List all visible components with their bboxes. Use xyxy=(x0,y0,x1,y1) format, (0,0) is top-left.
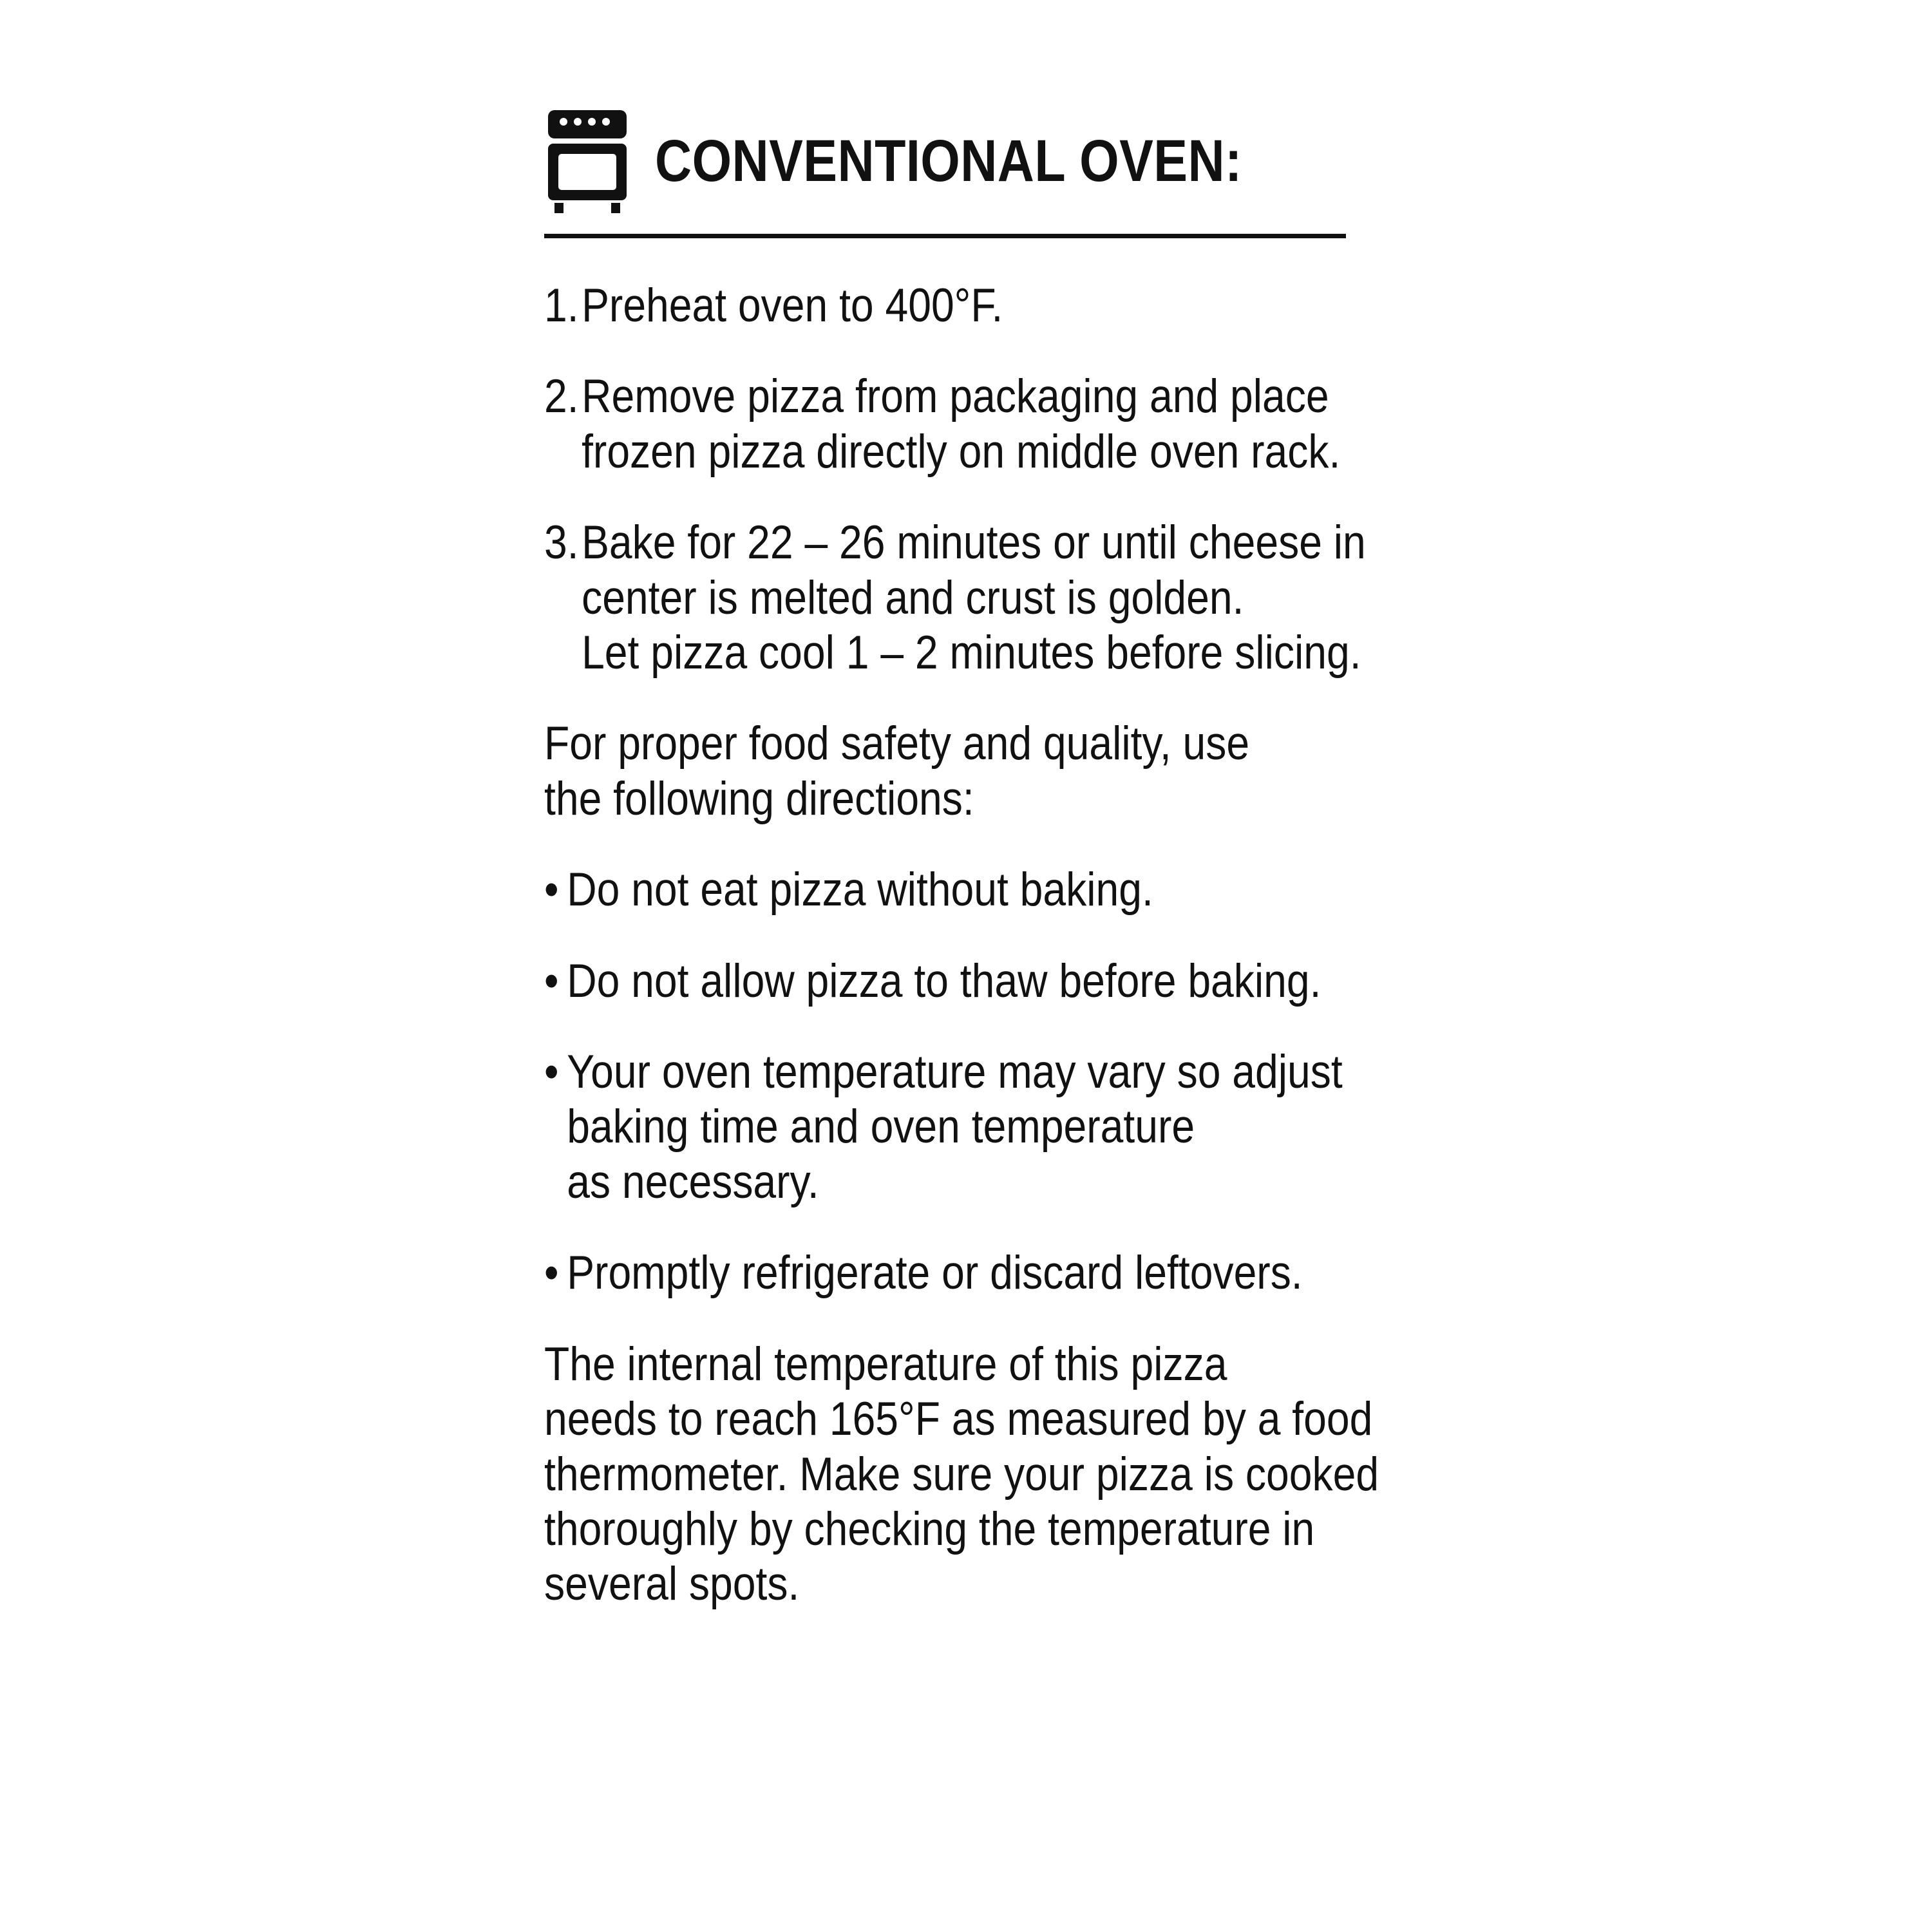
header-divider xyxy=(544,234,1346,238)
section-header xyxy=(544,100,1368,222)
closing-line: The internal temperature of this pizza xyxy=(544,1338,1227,1390)
bullet-line: Do not allow pizza to thaw before baking. xyxy=(567,954,1321,1007)
step-item xyxy=(544,515,1366,680)
instructions-panel xyxy=(544,100,1379,1612)
step-text xyxy=(582,278,1349,333)
closing-line: thoroughly by checking the temperature in xyxy=(544,1502,1315,1555)
step-line: Bake for 22 – 26 minutes or until cheese in xyxy=(582,516,1366,569)
safety-bullet xyxy=(544,1045,1349,1209)
bullet-marker: • xyxy=(544,864,559,916)
safety-bullet xyxy=(544,954,1349,1009)
bullet-line: Promptly refrigerate or discard leftovers. xyxy=(567,1247,1303,1300)
closing-line: thermometer. Make sure your pizza is cooked xyxy=(544,1448,1379,1501)
step-text xyxy=(582,515,1366,680)
bullet-line: Your oven temperature may vary so adjust xyxy=(567,1046,1343,1099)
step-line: Preheat oven to 400°F. xyxy=(582,279,1003,332)
bullet-line: Do not eat pizza without baking. xyxy=(567,864,1153,916)
step-line: Let pizza cool 1 – 2 minutes before slicing. xyxy=(582,627,1361,679)
step-number: 1. xyxy=(544,279,579,332)
step-text xyxy=(582,369,1349,479)
oven-icon xyxy=(544,108,630,214)
step-line: frozen pizza directly on middle oven rack. xyxy=(582,425,1341,478)
safety-intro-line: For proper food safety and quality, use xyxy=(544,717,1250,770)
safety-intro-line: the following directions: xyxy=(544,772,974,825)
instructions-content xyxy=(544,278,1379,1612)
step-line: Remove pizza from packaging and place xyxy=(582,370,1329,423)
step-number: 3. xyxy=(544,516,579,569)
page-title: CONVENTIONAL OVEN: xyxy=(655,128,1242,194)
bullet-text xyxy=(567,1245,1349,1300)
bullet-text xyxy=(567,954,1349,1009)
bullet-marker: • xyxy=(544,954,559,1007)
step-line: center is melted and crust is golden. xyxy=(582,571,1244,624)
step-number: 2. xyxy=(544,370,579,423)
safety-bullet xyxy=(544,862,1349,917)
bullet-text xyxy=(567,862,1349,917)
bullet-line: baking time and oven temperature xyxy=(567,1101,1195,1153)
closing-line: needs to reach 165°F as measured by a food xyxy=(544,1393,1373,1446)
safety-intro xyxy=(544,716,1349,826)
closing-line: several spots. xyxy=(544,1558,800,1611)
step-item xyxy=(544,369,1349,479)
closing-paragraph xyxy=(544,1337,1379,1612)
bullet-text xyxy=(567,1045,1349,1209)
safety-bullet xyxy=(544,1245,1349,1300)
step-item xyxy=(544,278,1349,333)
bullet-marker: • xyxy=(544,1046,559,1099)
bullet-marker: • xyxy=(544,1247,559,1300)
bullet-line: as necessary. xyxy=(567,1155,819,1208)
